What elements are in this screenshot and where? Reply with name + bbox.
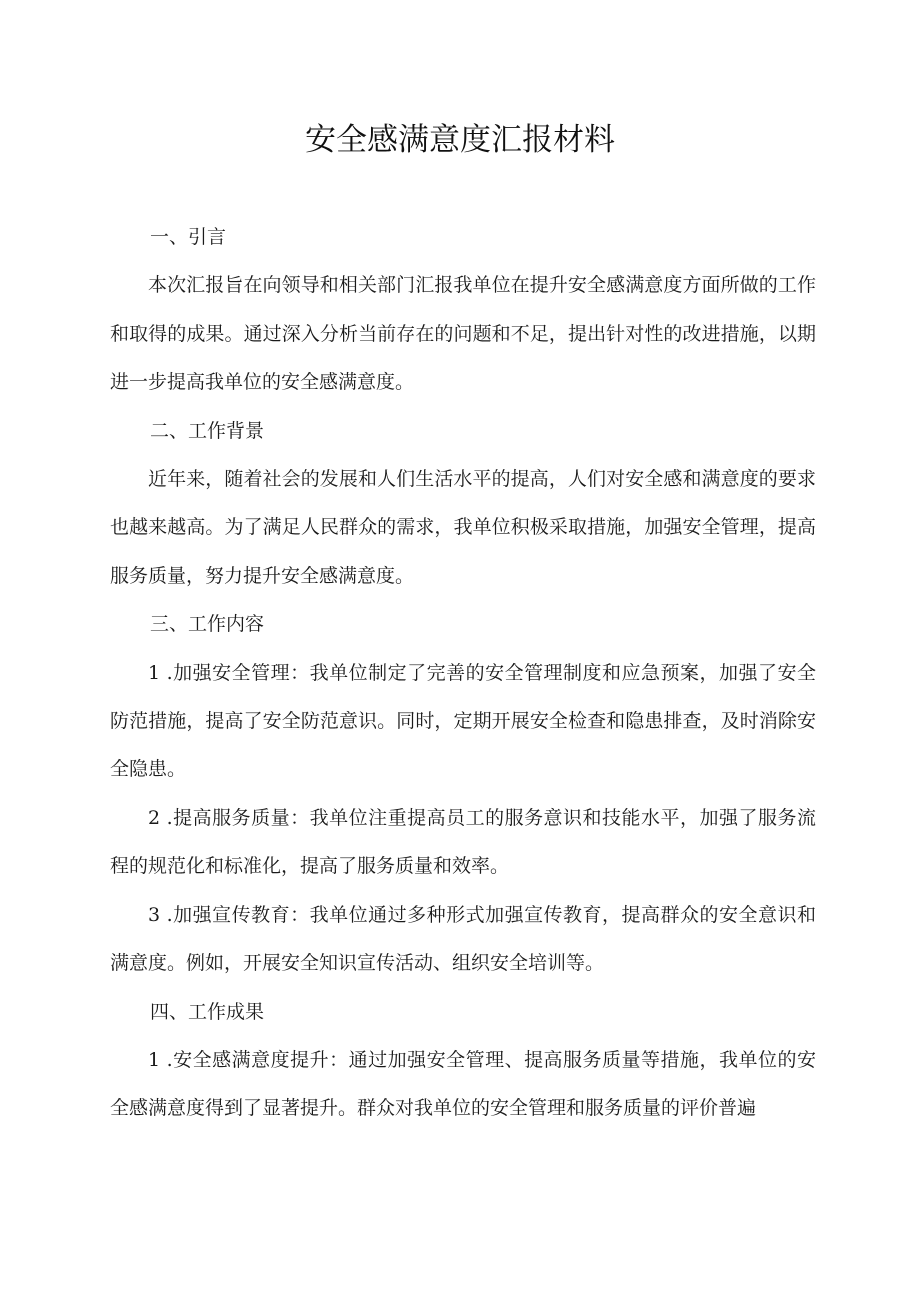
section-heading-results: 四、工作成果 bbox=[150, 1000, 265, 1023]
paragraph-introduction: 本次汇报旨在向领导和相关部门汇报我单位在提升安全感满意度方面所做的工作和取得的成果。通过深入分析当前存在的问题和不足，提出针对性的改进措施，以期进一步提高我单位的安全感满意度。 bbox=[110, 274, 816, 394]
paragraph-work-item-1: 1 .加强安全管理：我单位制定了完善的安全管理制度和应急预案，加强了安全防范措施，提高了安全防范意识。同时，定期开展安全检查和隐患排查，及时消除安全隐患。 bbox=[110, 661, 816, 781]
paragraph-result-item-1: 1 .安全感满意度提升：通过加强安全管理、提高服务质量等措施，我单位的安全感满意度得到了显著提升。群众对我单位的安全管理和服务质量的评价普遍 bbox=[110, 1048, 816, 1120]
document-body bbox=[110, 213, 816, 1133]
section-heading-background: 二、工作背景 bbox=[150, 419, 265, 442]
paragraph-work-item-3: 3 .加强宣传教育：我单位通过多种形式加强宣传教育，提高群众的安全意识和满意度。例如，开展安全知识宣传活动、组织安全培训等。 bbox=[110, 903, 816, 975]
section-heading-introduction: 一、引言 bbox=[150, 226, 227, 248]
section-heading-work-content: 三、工作内容 bbox=[150, 613, 265, 636]
document-title: 安全感满意度汇报材料 bbox=[305, 122, 615, 158]
paragraph-work-item-2: 2 .提高服务质量：我单位注重提高员工的服务意识和技能水平，加强了服务流程的规范化和标准化，提高了服务质量和效率。 bbox=[110, 806, 816, 878]
paragraph-background: 近年来，随着社会的发展和人们生活水平的提高，人们对安全感和满意度的要求也越来越高。为了满足人民群众的需求，我单位积极采取措施，加强安全管理，提高服务质量，努力提升安全感满意度。 bbox=[110, 468, 816, 587]
